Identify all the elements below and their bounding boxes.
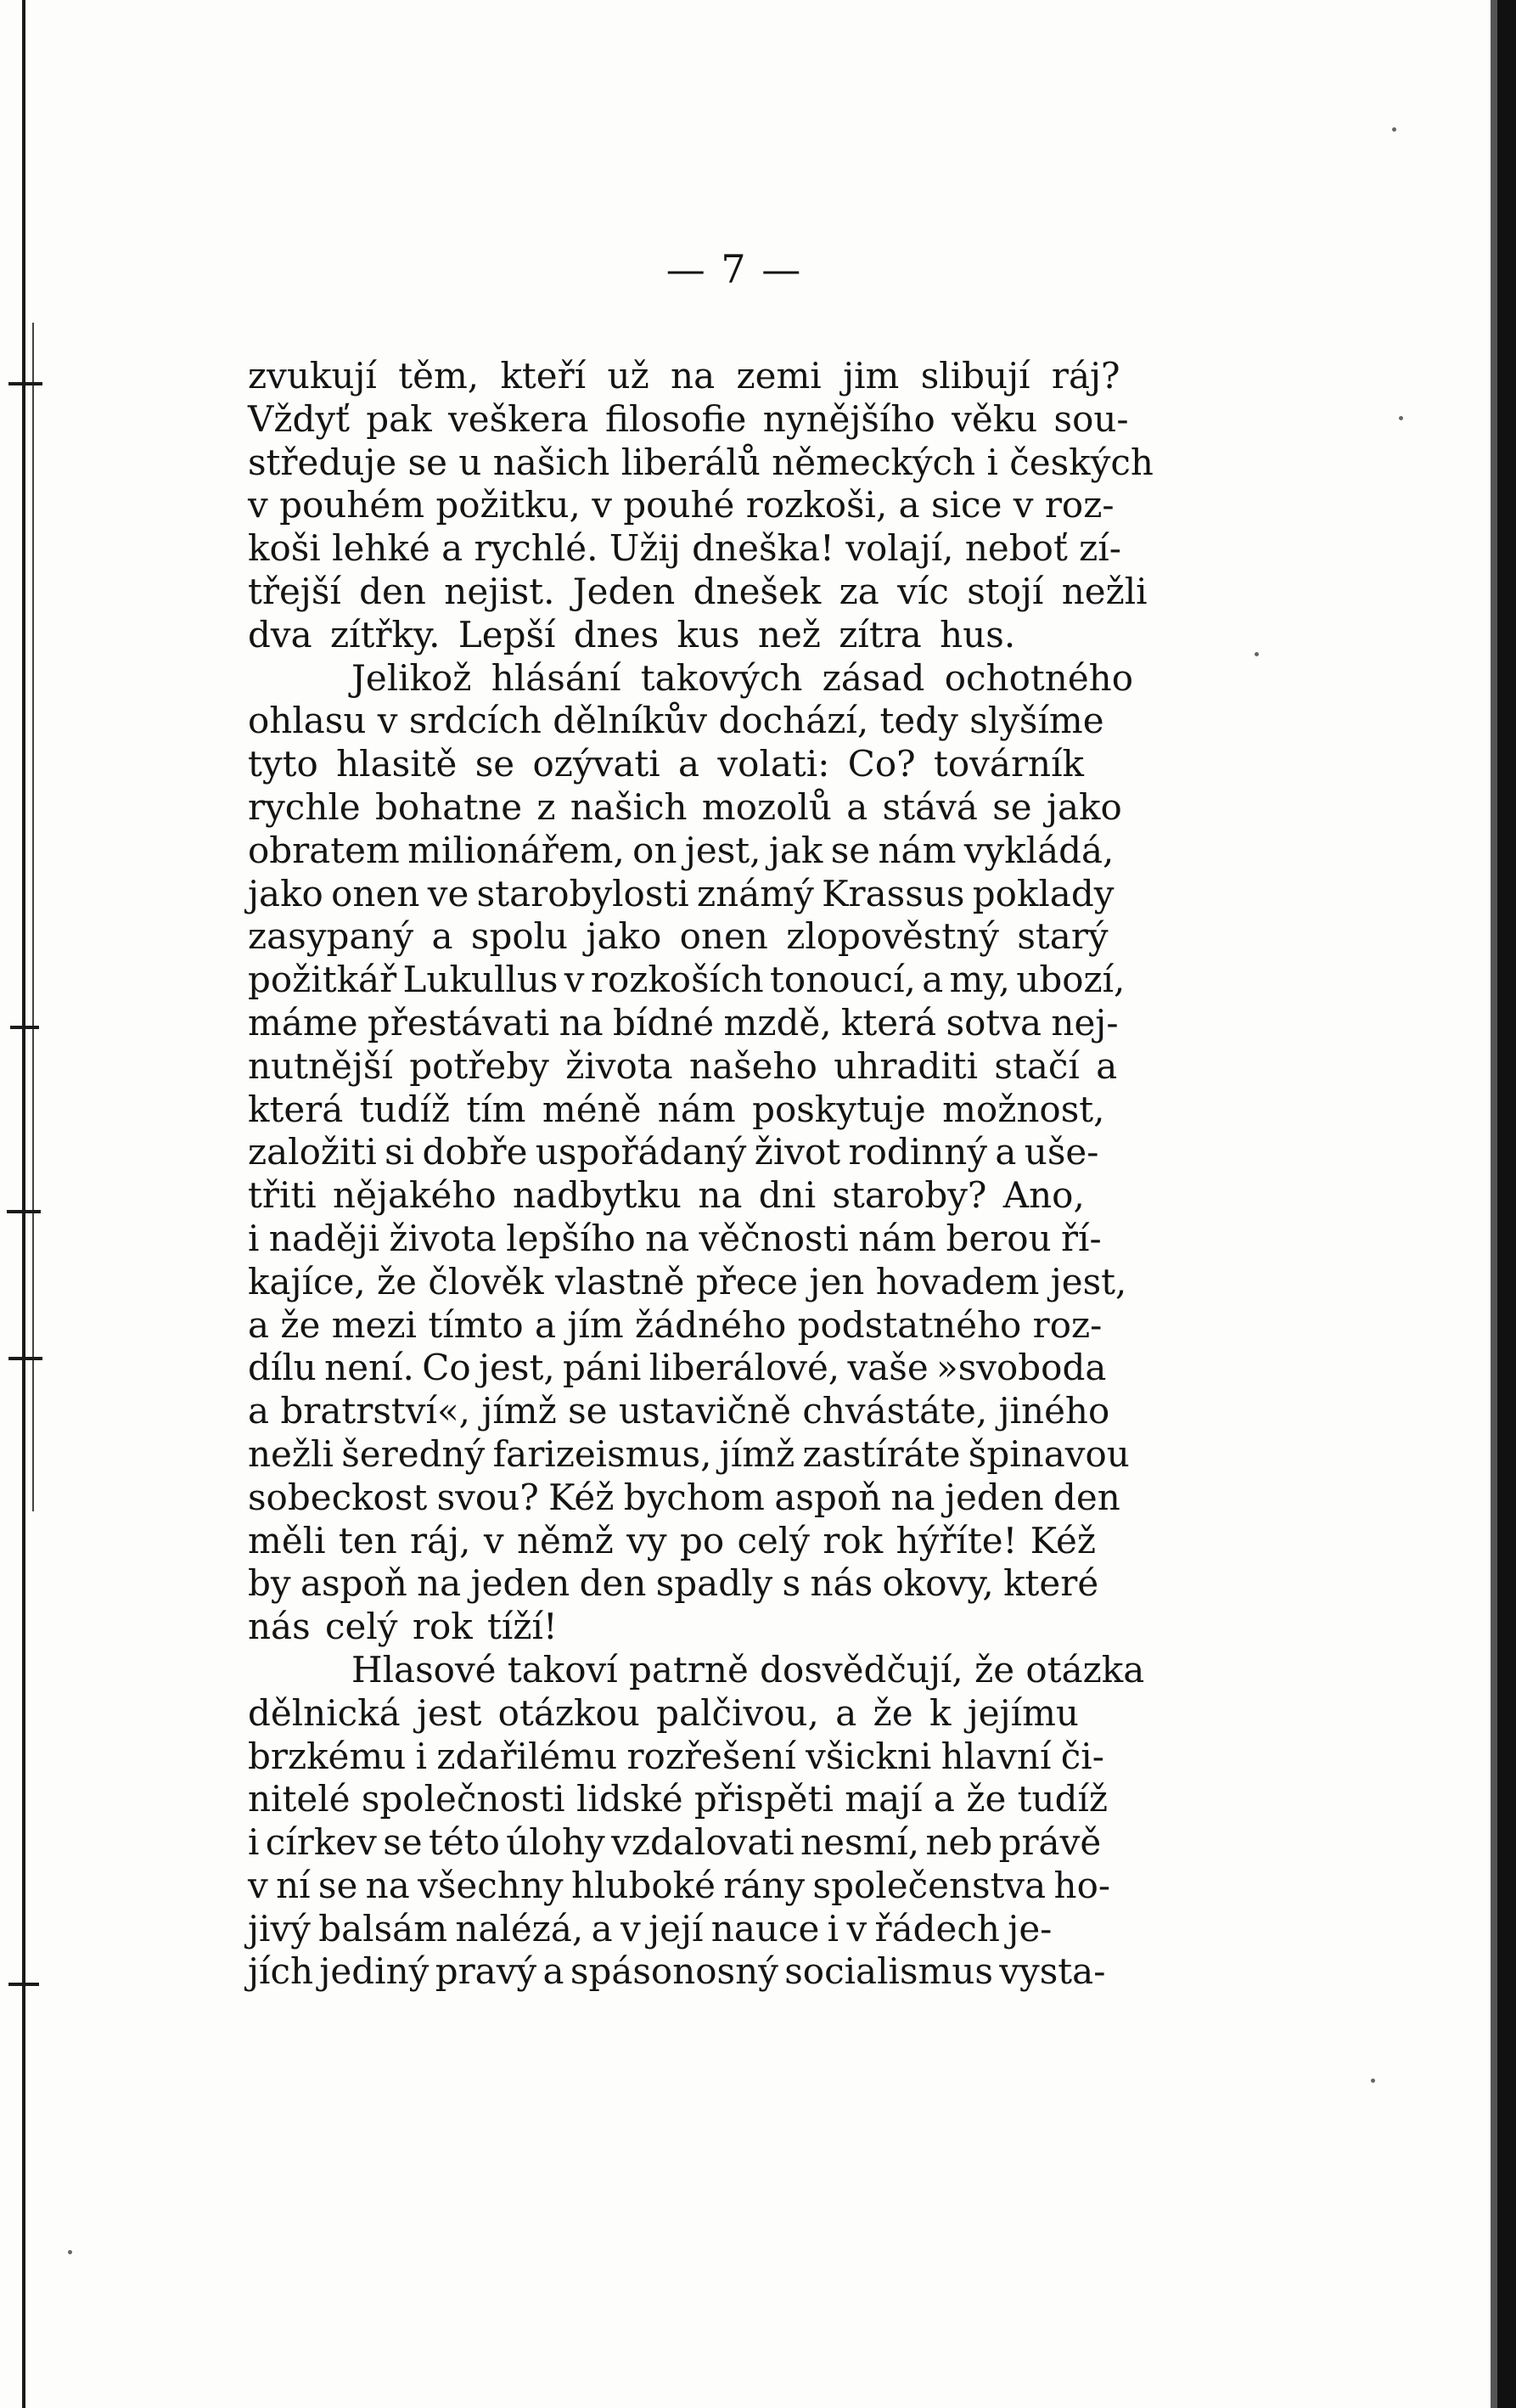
text-line: Vždyť pak veškera filosofie nynějšího věku sou-: [248, 397, 1129, 440]
text-line: jako onen ve starobylosti známý Krassus poklady: [248, 872, 1115, 914]
text-line: v pouhém požitku, v pouhé rozkoši, a sice v roz-: [248, 484, 1115, 526]
binding-mark: [8, 1357, 42, 1360]
text-line: Hlasové takoví patrně dosvědčují, že otázka: [351, 1648, 1145, 1691]
scan-speck: [1392, 127, 1396, 132]
page-edge: [1497, 0, 1516, 2408]
text-line: jích jediný pravý a spásonosný socialismus vysta-: [248, 1950, 1106, 1993]
text-line: i naději života lepšího na věčnosti nám berou ří-: [248, 1217, 1102, 1259]
text-line: by aspoň na jeden den spadly s nás okovy, které: [248, 1562, 1099, 1605]
scan-speck: [1371, 2079, 1375, 2083]
body-text: [248, 355, 1200, 1994]
text-line: nitelé společnosti lidské přispěti mají a že tudíž: [248, 1778, 1109, 1820]
text-line: požitkář Lukullus v rozkoších tonoucí, a my, ubozí,: [248, 959, 1126, 1001]
binding-mark: [8, 1983, 39, 1986]
text-line: nás celý rok tíží!: [248, 1606, 558, 1648]
text-line: která tudíž tím méně nám poskytuje možnost,: [248, 1088, 1105, 1130]
page-number: — 7 —: [665, 246, 803, 292]
text-line: třejší den nejist. Jeden dnešek za víc stojí nežli: [248, 570, 1148, 612]
binding-edge-inner: [32, 323, 34, 1511]
text-line: a bratrství«, jímž se ustavičně chvástáte, jiného: [248, 1390, 1110, 1432]
scan-speck: [1255, 652, 1259, 656]
text-line: i církev se této úlohy vzdalovati nesmí, neb právě: [248, 1821, 1102, 1864]
scan-speck: [68, 2250, 72, 2254]
text-line: nežli šeredný farizeismus, jímž zastíráte špinavou: [248, 1432, 1130, 1475]
text-line: nutnější potřeby života našeho uhraditi stačí a: [248, 1044, 1118, 1087]
text-line: tyto hlasitě se ozývati a volati: Co? továrník: [248, 743, 1084, 785]
page-edge-shadow: [1491, 0, 1497, 2408]
binding-mark: [10, 1026, 39, 1029]
text-line: dílu není. Co jest, páni liberálové, vaše »svoboda: [248, 1347, 1107, 1389]
text-line: jivý balsám nalézá, a v její nauce i v řádech je-: [248, 1907, 1053, 1949]
text-line: brzkému i zdařilému rozřešení všickni hlavní či-: [248, 1735, 1104, 1777]
text-line: zasypaný a spolu jako onen zlopověstný starý: [248, 915, 1109, 958]
text-line: kajíce, že člověk vlastně přece jen hovadem jest,: [248, 1260, 1127, 1302]
text-line: v ní se na všechny hluboké rány společenstva ho-: [248, 1864, 1111, 1906]
text-line: zvukují těm, kteří už na zemi jim slibují ráj?: [248, 355, 1120, 397]
text-line: Jelikož hlásání takových zásad ochotného: [351, 656, 1134, 699]
text-line: třiti nějakého nadbytku na dni staroby? Ano,: [248, 1174, 1085, 1217]
text-line: měli ten ráj, v němž vy po celý rok hýříte! Kéž: [248, 1519, 1097, 1561]
text-line: máme přestávati na bídné mzdě, která sotva nej-: [248, 1001, 1119, 1044]
text-line: středuje se u našich liberálů německých i českých: [248, 441, 1154, 483]
text-line: založiti si dobře uspořádaný život rodinný a uše-: [248, 1131, 1099, 1173]
text-line: dva zítřky. Lepší dnes kus než zítra hus.: [248, 613, 1016, 655]
binding-edge: [22, 0, 25, 2408]
text-line: dělnická jest otázkou palčivou, a že k jejímu: [248, 1691, 1079, 1734]
binding-mark: [7, 1210, 41, 1213]
text-line: koši lehké a rychlé. Užij dneška! volají, neboť zí-: [248, 527, 1121, 570]
scan-speck: [1399, 416, 1403, 420]
text-line: obratem milionářem, on jest, jak se nám vykládá,: [248, 829, 1115, 871]
text-line: sobeckost svou? Kéž bychom aspoň na jeden den: [248, 1476, 1120, 1518]
text-line: a že mezi tímto a jím žádného podstatného roz-: [248, 1303, 1103, 1346]
text-line: ohlasu v srdcích dělníkův dochází, tedy slyšíme: [248, 700, 1104, 742]
binding-mark: [8, 382, 42, 385]
text-line: rychle bohatne z našich mozolů a stává se jako: [248, 785, 1122, 828]
